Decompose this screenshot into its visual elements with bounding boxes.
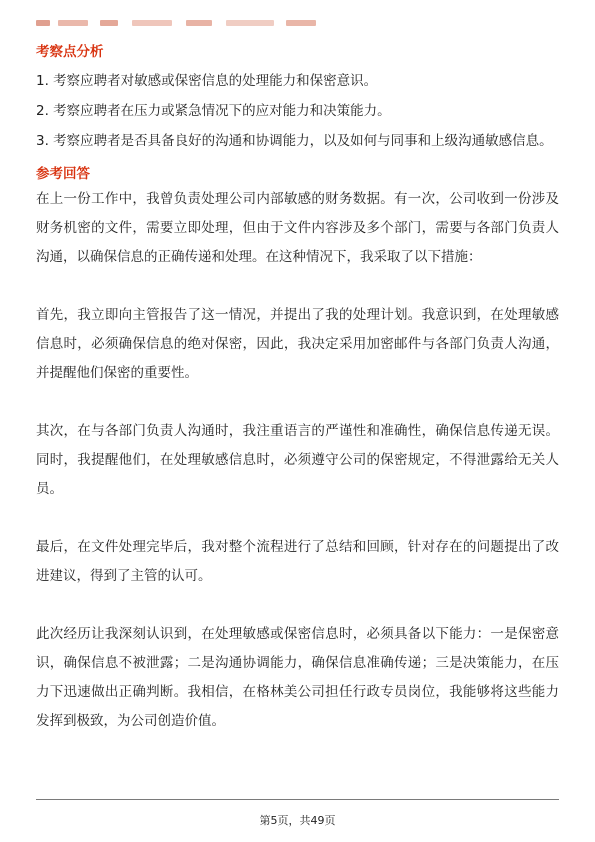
cropped-previous-line [36,6,326,28]
paragraph-spacer [36,504,559,533]
analysis-heading: 考察点分析 [36,44,104,60]
answer-paragraph-5: 此次经历让我深刻认识到，在处理敏感或保密信息时，必须具备以下能力：一是保密意识，确保信息不被泄露；二是沟通协调能力，确保信息准确传递；三是决策能力，在压力下迅速做出正确判断。我相信，在格林美公司担任行政专员岗位，我能够将这些能力发挥到极致，为公司创造价值。 [36,626,559,729]
analysis-item-2: 2. 考察应聘者在压力或紧急情况下的应对能力和决策能力。 [36,103,391,119]
answer-paragraph-1: 在上一份工作中，我曾负责处理公司内部敏感的财务数据。有一次，公司收到一份涉及财务机密的文件，需要立即处理，但由于文件内容涉及多个部门，需要与各部门负责人沟通，以确保信息的正确传递和处理。在这种情况下，我采取了以下措施： [36,191,559,265]
paragraph-spacer [36,388,559,417]
analysis-list [36,69,559,153]
document-content [36,42,559,736]
paragraph-spacer [36,272,559,301]
answer-paragraph-3: 其次，在与各部门负责人沟通时，我注重语言的严谨性和准确性，确保信息传递无误。同时，我提醒他们，在处理敏感信息时，必须遵守公司的保密规定，不得泄露给无关人员。 [36,423,559,497]
paragraph-spacer [36,591,559,620]
page-number: 第5页，共49页 [259,814,336,827]
answer-paragraph-2: 首先，我立即向主管报告了这一情况，并提出了我的处理计划。我意识到，在处理敏感信息时，必须确保信息的绝对保密，因此，我决定采用加密邮件与各部门负责人沟通，并提醒他们保密的重要性。 [36,307,559,381]
analysis-item-1: 1. 考察应聘者对敏感或保密信息的处理能力和保密意识。 [36,73,378,89]
footer-divider [36,799,559,800]
answer-paragraph-4: 最后，在文件处理完毕后，我对整个流程进行了总结和回顾，针对存在的问题提出了改进建议，得到了主管的认可。 [36,539,559,584]
analysis-item-3: 3. 考察应聘者是否具备良好的沟通和协调能力，以及如何与同事和上级沟通敏感信息。 [36,133,553,149]
answer-heading: 参考回答 [36,166,90,182]
